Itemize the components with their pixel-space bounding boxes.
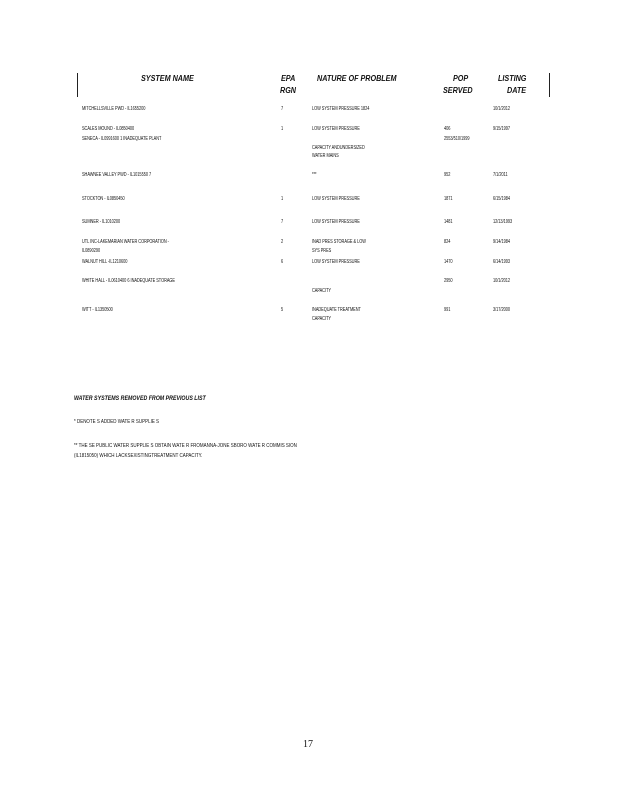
cell-pop: 824 bbox=[444, 239, 451, 245]
cell-problem: WATER MAINS bbox=[312, 153, 339, 159]
page-number: 17 bbox=[303, 739, 313, 750]
cell-problem: *** bbox=[312, 172, 317, 178]
cell-name: WHITE HALL - IL0610400 6 INADEQUATE STORAGE bbox=[82, 278, 175, 284]
cell-pop: 1470 bbox=[444, 259, 453, 265]
cell-rgn: 7 bbox=[281, 106, 284, 112]
header-served: SERVED bbox=[443, 86, 473, 95]
cell-name: UTL INC-LAKEMARIAN WATER CORPORATION - bbox=[82, 239, 169, 245]
cell-problem: LOW SYSTEM PRESSURE bbox=[312, 259, 360, 265]
cell-problem: LOW SYSTEM PRESSURE bbox=[312, 196, 360, 202]
table-right-rule bbox=[549, 73, 550, 97]
cell-name: IL0890290 bbox=[82, 248, 101, 254]
cell-rgn: 1 bbox=[281, 126, 284, 132]
cell-problem: CAPACITY bbox=[312, 288, 331, 294]
cell-problem: INADEQUATE TREATMENT bbox=[312, 307, 361, 313]
cell-date: 10/1/2012 bbox=[493, 106, 511, 112]
cell-date: 6/14/1993 bbox=[493, 259, 511, 265]
header-nature-of-problem: NATURE OF PROBLEM bbox=[317, 74, 397, 83]
cell-pop: 406 bbox=[444, 126, 451, 132]
cell-name: WITT - IL1350500 bbox=[82, 307, 113, 313]
cell-name: WALNUT HILL -IL1210600 bbox=[82, 259, 128, 265]
table-left-rule bbox=[77, 73, 78, 97]
cell-problem: SYS PRES bbox=[312, 248, 332, 254]
cell-problem: LOW SYSTEM PRESSURE bbox=[312, 126, 360, 132]
cell-pop: 1871 bbox=[444, 196, 453, 202]
header-system-name: SYSTEM NAME bbox=[141, 74, 194, 83]
cell-rgn: 2 bbox=[281, 239, 284, 245]
header-listing: LISTING bbox=[498, 74, 527, 83]
cell-date: 7/1/2011 bbox=[493, 172, 508, 178]
cell-name: SCALES MOUND - IL0850400 bbox=[82, 126, 135, 132]
cell-date: 10/1/2012 bbox=[493, 278, 511, 284]
cell-pop: 2553/510/1999 bbox=[444, 136, 470, 142]
cell-problem: LOW SYSTEM PRESSURE bbox=[312, 219, 360, 225]
cell-date: 3/17/2000 bbox=[493, 307, 511, 313]
cell-name: STOCKTON - IL0850450 bbox=[82, 196, 125, 202]
cell-date: 6/15/1984 bbox=[493, 196, 511, 202]
cell-date: 12/13/1993 bbox=[493, 219, 513, 225]
cell-pop: 952 bbox=[444, 172, 451, 178]
header-date: DATE bbox=[507, 86, 527, 95]
cell-pop: 991 bbox=[444, 307, 451, 313]
denotes-added-note: * DENOTE S ADDED WATE R SUPPLIE S bbox=[74, 419, 160, 425]
cell-rgn: 7 bbox=[281, 219, 284, 225]
cell-pop: 1481 bbox=[444, 219, 453, 225]
cell-pop: 2950 bbox=[444, 278, 453, 284]
anna-jonesboro-note-line2: (IL1815050) WHICH LACKSEXISTINGTREATMENT CAPACITY. bbox=[74, 453, 203, 459]
cell-date: 9/14/1984 bbox=[493, 239, 511, 245]
cell-name: MITCHELLSVILLE PWD - IL1655200 bbox=[82, 106, 146, 112]
removed-heading: WATER SYSTEMS REMOVED FROM PREVIOUS LIST bbox=[74, 395, 206, 402]
anna-jonesboro-note-line1: ** THE SE PUBLIC WATER SUPPLIE S OBTAIN WATE R FROMANNA-JONE SBORO WATE R COMMIS SION bbox=[74, 443, 297, 449]
cell-rgn: 6 bbox=[281, 259, 284, 265]
header-rgn: RGN bbox=[280, 86, 297, 95]
cell-date: 9/15/1997 bbox=[493, 126, 511, 132]
header-epa: EPA bbox=[281, 74, 296, 83]
cell-rgn: 5 bbox=[281, 307, 284, 313]
cell-rgn: 1 bbox=[281, 196, 284, 202]
cell-name: SHAWNEE VALLEY PWD - IL1015550 7 bbox=[82, 172, 152, 178]
cell-problem: INAD PRES STORAGE & LOW bbox=[312, 239, 366, 245]
cell-name: SUMNER - IL1010200 bbox=[82, 219, 121, 225]
cell-problem: CAPACITY bbox=[312, 316, 331, 322]
cell-problem: CAPACITY ANDUNDERSIZED bbox=[312, 145, 365, 151]
cell-problem: LOW SYSTEM PRESSURE 1824 bbox=[312, 106, 370, 112]
cell-name: SENECA - IL0991600 1 INADEQUATE PLANT bbox=[82, 136, 162, 142]
header-pop: POP bbox=[453, 74, 469, 83]
